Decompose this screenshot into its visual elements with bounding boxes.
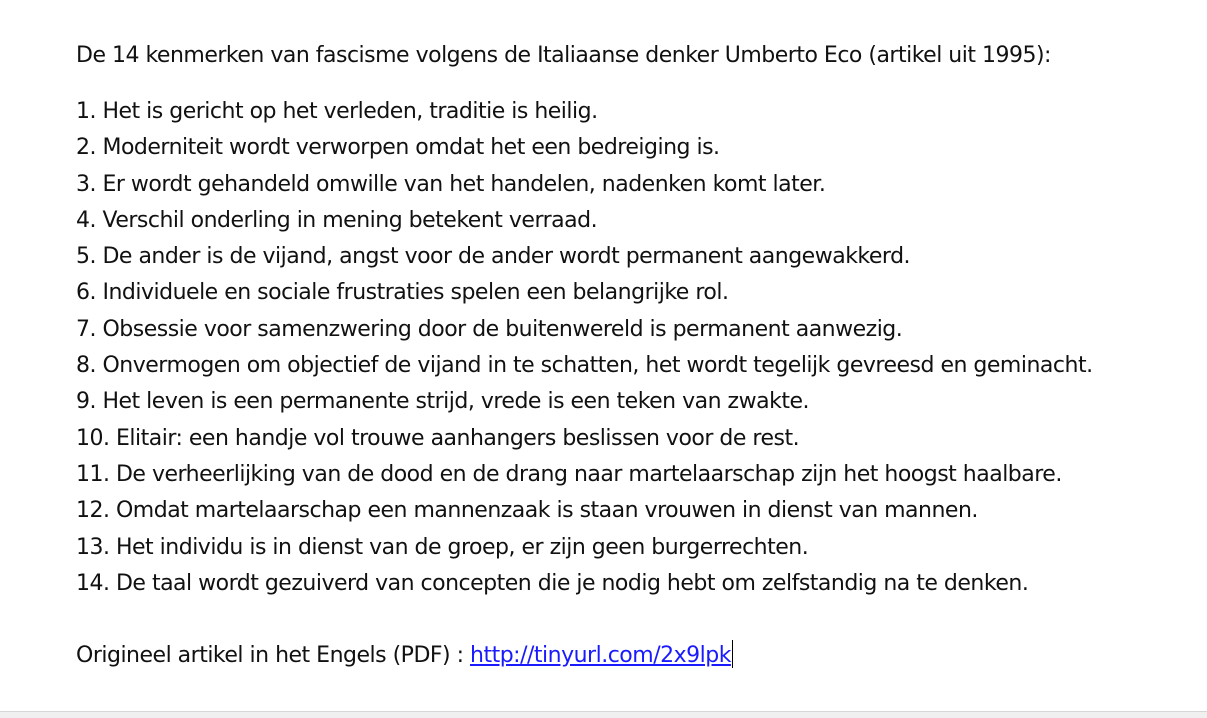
source-line: [76, 640, 733, 672]
list-item: 7. Obsessie voor samenzwering door de buitenwereld is permanent aanwezig.: [76, 316, 903, 342]
list-item: 3. Er wordt gehandeld omwille van het handelen, nadenken komt later.: [76, 171, 826, 197]
list-item: 14. De taal wordt gezuiverd van concepten die je nodig hebt om zelfstandig na te denken.: [76, 570, 1029, 596]
list-item: 13. Het individu is in dienst van de groep, er zijn geen burgerrechten.: [76, 534, 809, 560]
list-item: 4. Verschil onderling in mening betekent verraad.: [76, 207, 598, 233]
list-item: 12. Omdat martelaarschap een mannenzaak is staan vrouwen in dienst van mannen.: [76, 498, 978, 524]
source-label: Origineel artikel in het Engels (PDF) :: [76, 643, 471, 668]
list-item: 2. Moderniteit wordt verworpen omdat het een bedreiging is.: [76, 135, 720, 161]
list-item: 5. De ander is de vijand, angst voor de ander wordt permanent aangewakkerd.: [76, 244, 911, 270]
list-item: 11. De verheerlijking van de dood en de drang naar martelaarschap zijn het hoogst haalbare.: [76, 461, 1062, 487]
source-link[interactable]: http://tinyurl.com/2x9lpk: [470, 643, 731, 668]
list-item: 1. Het is gericht op het verleden, traditie is heilig.: [76, 99, 598, 124]
list-item: 8. Onvermogen om objectief de vijand in te schatten, het wordt tegelijk gevreesd en geminacht.: [76, 353, 1093, 379]
text-cursor: [732, 640, 733, 668]
characteristics-list: [76, 96, 1093, 604]
list-item: 6. Individuele en sociale frustraties spelen een belangrijke rol.: [76, 280, 729, 306]
list-item: 10. Elitair: een handje vol trouwe aanhangers beslissen voor de rest.: [76, 425, 800, 451]
intro-heading: De 14 kenmerken van fascisme volgens de Italiaanse denker Umberto Eco (artikel uit 1995):: [76, 43, 1051, 68]
list-item: 9. Het leven is een permanente strijd, vrede is een teken van zwakte.: [76, 389, 809, 415]
